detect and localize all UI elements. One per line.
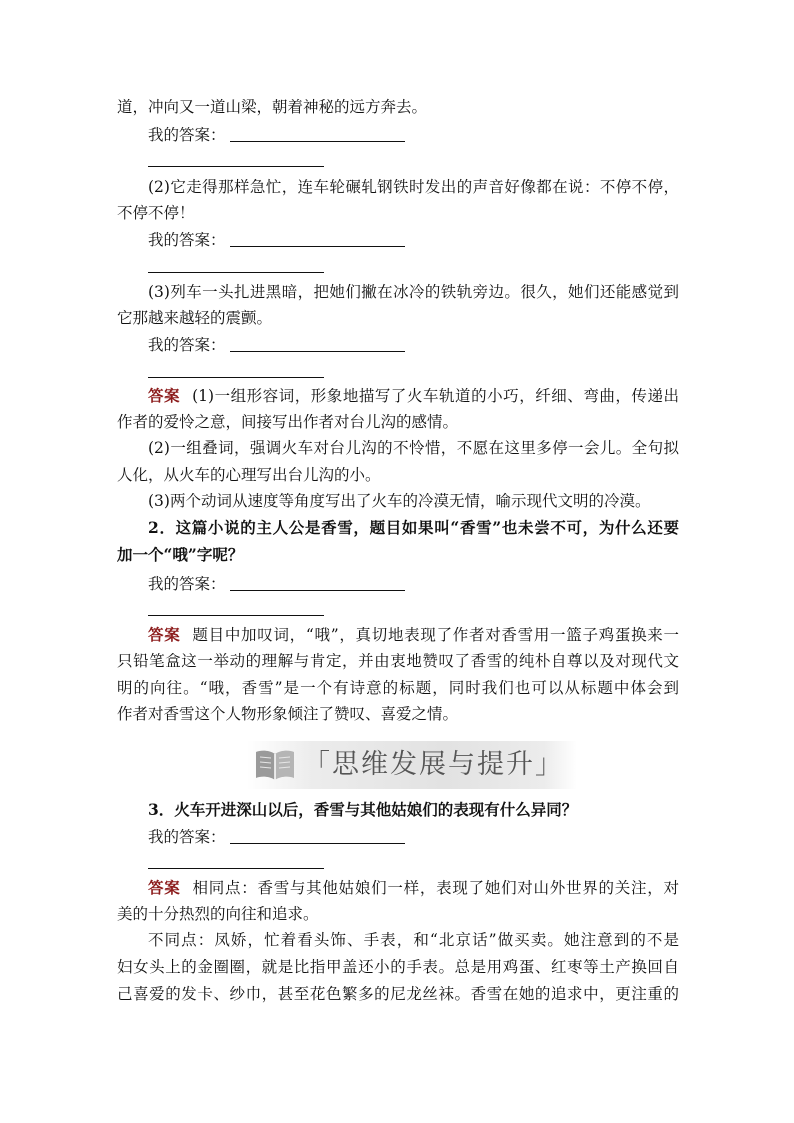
answer-text: 作者对香雪这个人物形象倾注了赞叹、喜爱之情。 bbox=[117, 705, 459, 723]
answer-text: 妇女头上的金圈圈，就是比指甲盖还小的手表。总是用鸡蛋、红枣等土产换回自 bbox=[117, 958, 679, 976]
answer-line-text bbox=[148, 625, 679, 645]
answer-text: 美的十分热烈的向往和追求。 bbox=[117, 905, 319, 923]
answer-text: 明的向往。“哦，香雪”是一个有诗意的标题，同时我们也可以从标题中体会到 bbox=[117, 679, 679, 697]
passage-line: 道，冲向又一道山梁，朝着神秘的远方奔去。 bbox=[117, 98, 428, 116]
answer-text: 人化，从火车的心理写出台儿沟的小。 bbox=[117, 466, 381, 484]
answer-line-text bbox=[148, 386, 679, 406]
my-answer-label: 我的答案： bbox=[148, 336, 226, 354]
question-line: (2)它走得那样急忙，连车轮碾轧钢铁时发出的声音好像都在说：不停不停， bbox=[148, 178, 679, 196]
question-2-line: 2．这篇小说的主人公是香雪，题目如果叫“香雪”也未尝不可，为什么还要 bbox=[148, 518, 679, 537]
answer-line-text bbox=[148, 878, 679, 898]
answer-text: 己喜爱的发卡、纱巾，甚至花色繁多的尼龙丝袜。香雪在她的追求中，更注重的 bbox=[117, 985, 679, 1003]
answer-text: (2)一组叠词，强调火车对台儿沟的不怜惜，不愿在这里多停一会儿。全句拟 bbox=[148, 439, 679, 457]
answer-line[interactable] bbox=[230, 141, 405, 142]
answer-text: 相同点：香雪与其他姑娘们一样，表现了她们对山外世界的关注，对 bbox=[192, 879, 679, 897]
answer-line[interactable] bbox=[148, 272, 324, 273]
my-answer-label: 我的答案： bbox=[148, 126, 226, 144]
answer-label: 答案 bbox=[148, 625, 181, 644]
answer-text: 只铅笔盒这一举动的理解与肯定，并由衷地赞叹了香雪的纯朴自尊以及对现代文 bbox=[117, 652, 679, 670]
section-header bbox=[247, 741, 577, 789]
open-book-icon bbox=[253, 747, 297, 783]
answer-line[interactable] bbox=[230, 590, 405, 591]
answer-line[interactable] bbox=[148, 166, 324, 167]
answer-line[interactable] bbox=[230, 351, 405, 352]
answer-label: 答案 bbox=[148, 878, 181, 897]
question-2-line: 加一个“哦”字呢？ bbox=[117, 545, 244, 564]
question-3-line: 3．火车开进深山以后，香雪与其他姑娘们的表现有什么异同？ bbox=[148, 800, 578, 819]
question-line: 不停不停！ bbox=[117, 204, 195, 222]
my-answer-label: 我的答案： bbox=[148, 231, 226, 249]
answer-line[interactable] bbox=[148, 868, 324, 869]
answer-text: 题目中加叹词，“哦”，真切地表现了作者对香雪用一篮子鸡蛋换来一 bbox=[192, 626, 679, 644]
answer-text: (3)两个动词从速度等角度写出了火车的冷漠无情，喻示现代文明的冷漠。 bbox=[148, 492, 651, 510]
answer-text: 作者的爱怜之意，间接写出作者对台儿沟的感情。 bbox=[117, 413, 459, 431]
answer-text: (1)一组形容词，形象地描写了火车轨道的小巧，纤细、弯曲，传递出 bbox=[192, 387, 679, 405]
question-line: 它那越来越轻的震颤。 bbox=[117, 309, 273, 327]
question-line: (3)列车一头扎进黑暗，把她们撇在冰冷的铁轨旁边。很久，她们还能感觉到 bbox=[148, 283, 679, 301]
answer-line[interactable] bbox=[148, 377, 324, 378]
answer-label: 答案 bbox=[148, 386, 181, 405]
answer-line[interactable] bbox=[230, 246, 405, 247]
section-title: 「思维发展与提升」 bbox=[303, 749, 564, 780]
my-answer-label: 我的答案： bbox=[148, 575, 226, 593]
answer-line[interactable] bbox=[230, 843, 405, 844]
answer-line[interactable] bbox=[148, 615, 324, 616]
answer-text: 不同点：凤娇，忙着看头饰、手表，和“北京话”做买卖。她注意到的不是 bbox=[148, 931, 679, 949]
my-answer-label: 我的答案： bbox=[148, 828, 226, 846]
